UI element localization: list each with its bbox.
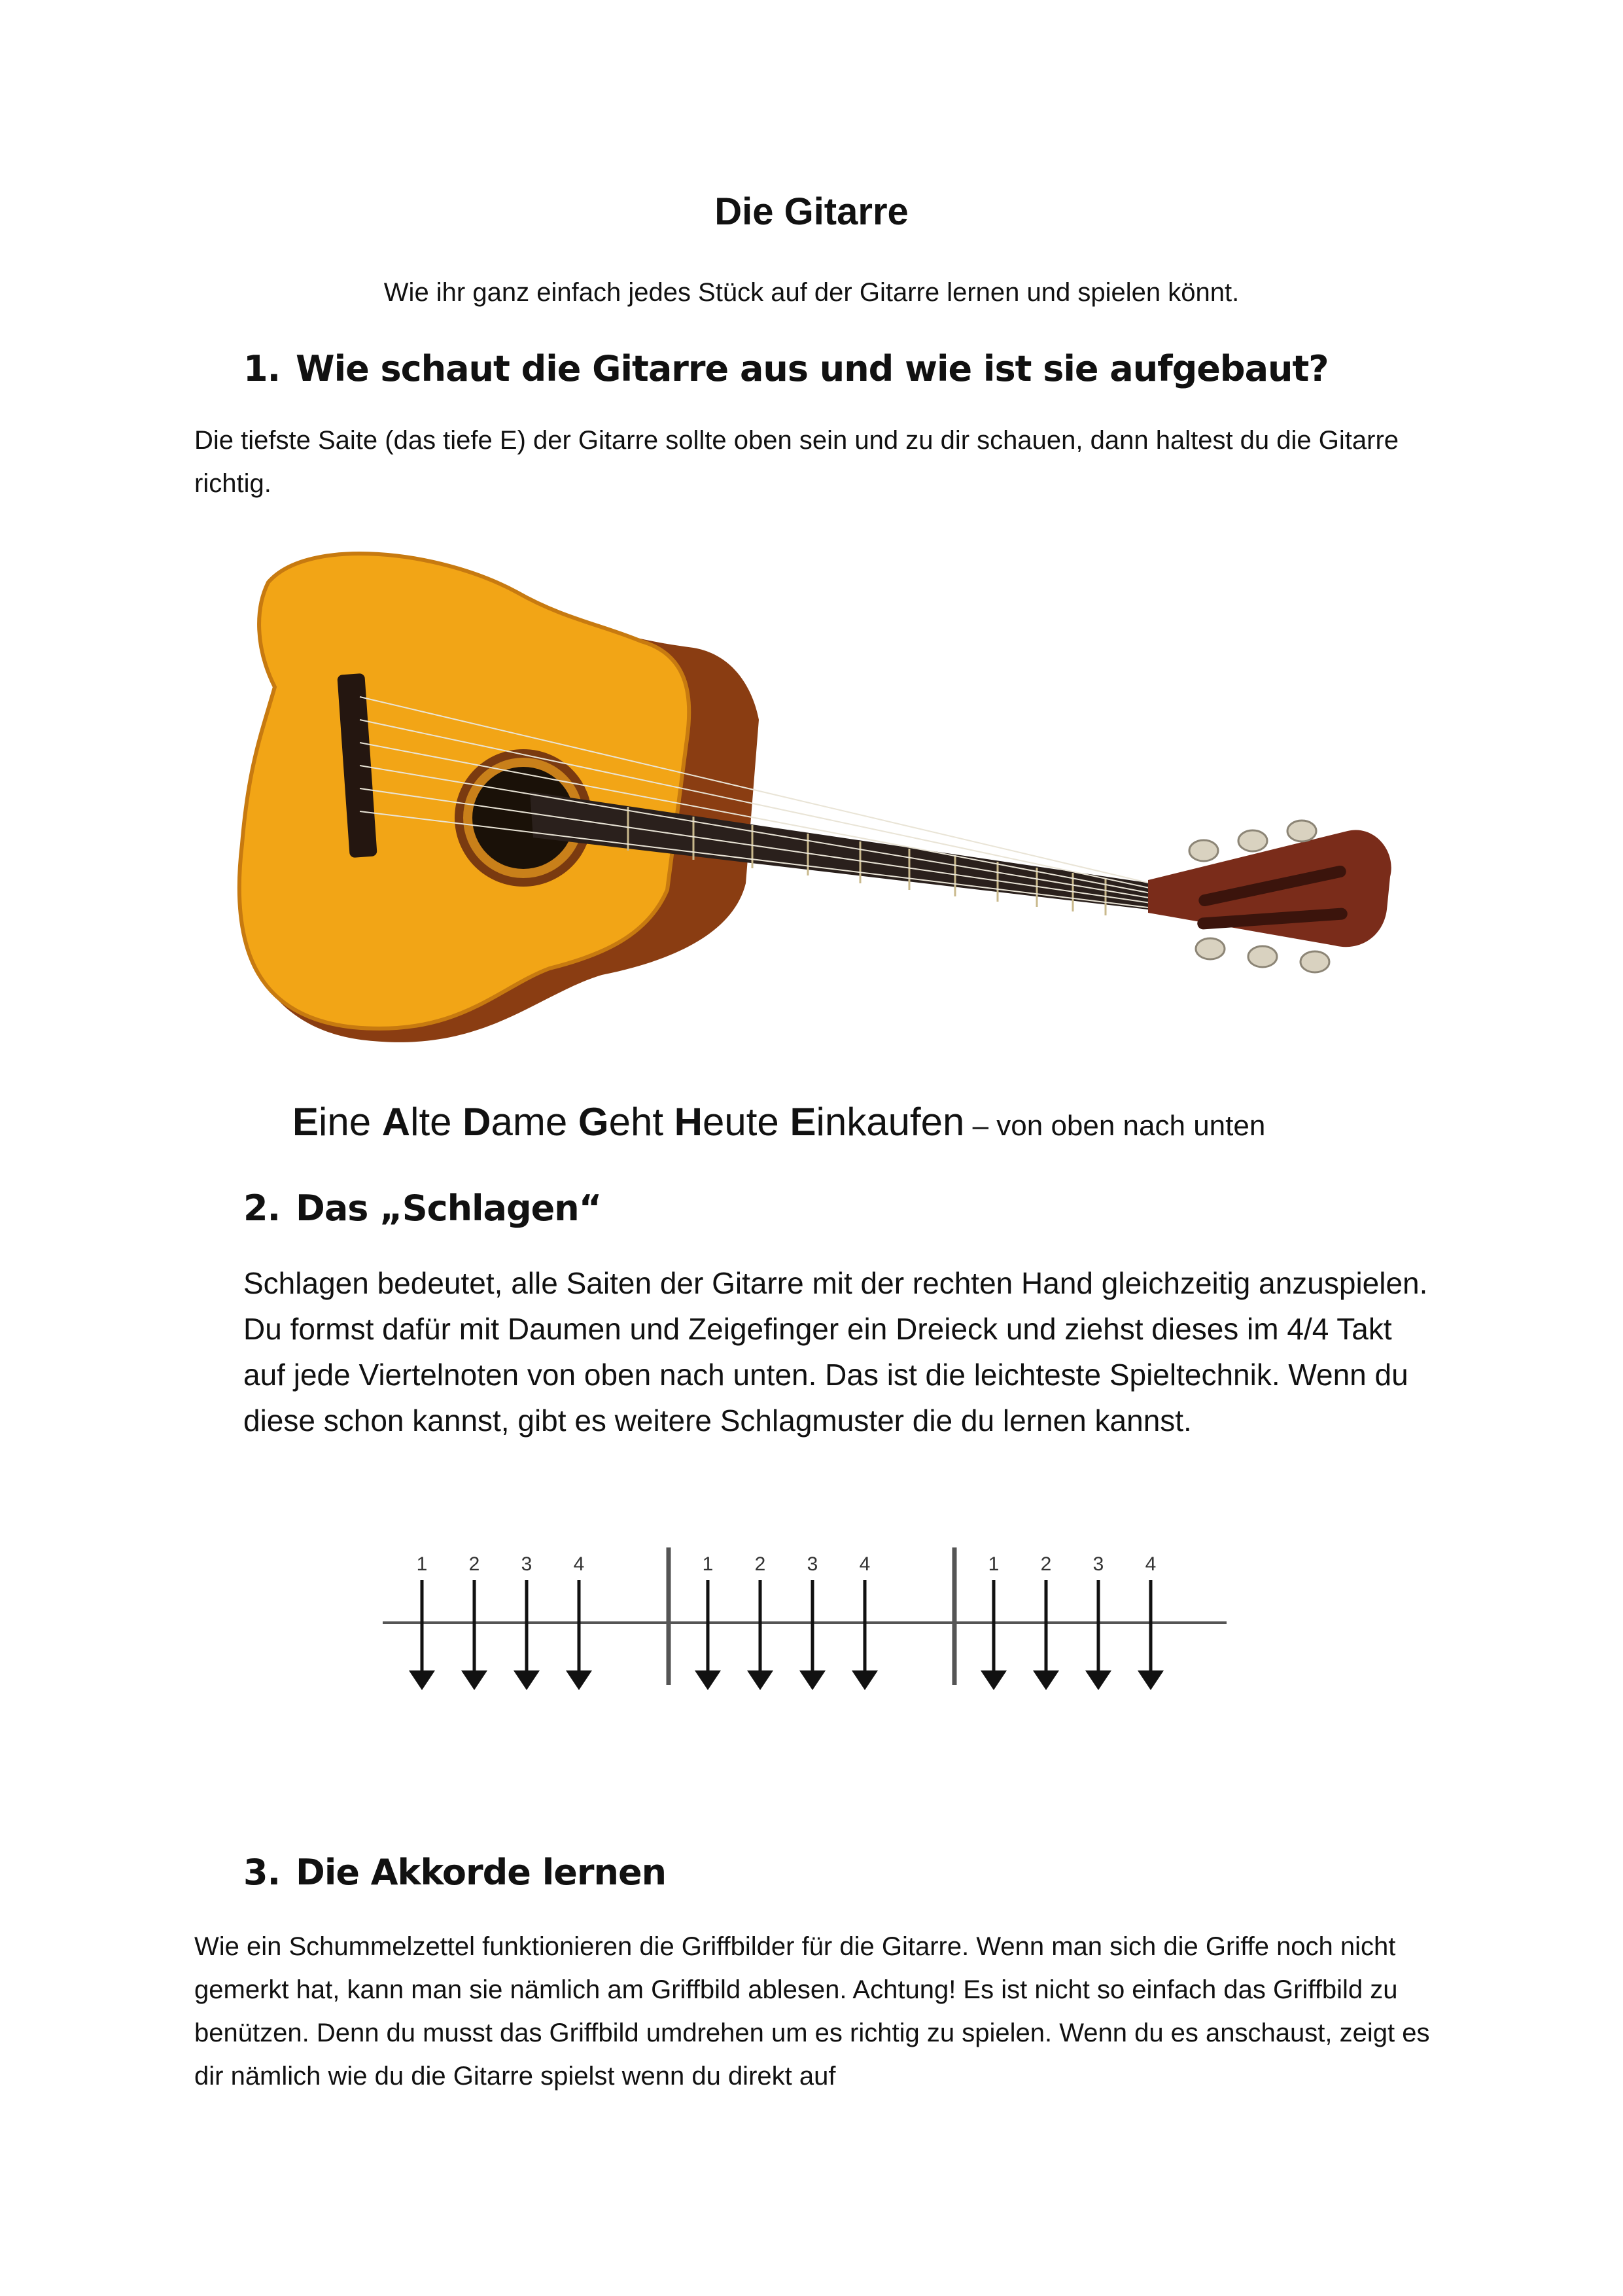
- guitar-image: [236, 543, 1406, 1060]
- mnemonic-initial: D: [462, 1100, 491, 1144]
- strum-arrow-head: [747, 1670, 773, 1690]
- strum-arrow-head: [852, 1670, 878, 1690]
- strum-arrow-head: [1033, 1670, 1059, 1690]
- string-mnemonic: [292, 1099, 1265, 1144]
- strum-arrow-head: [799, 1670, 826, 1690]
- section-title: Die Akkorde lernen: [296, 1852, 667, 1893]
- section-2-text: Schlagen bedeutet, alle Saiten der Gitarre mit der rechten Hand gleichzeitig anzuspielen. Du formst dafür mit Daumen und Zeigefinger ein Dreieck und ziehst dieses im 4/4 Takt auf jede Viertelnoten von oben nach unten. Das ist die leichteste Spieltechnik. Wenn du diese schon kannst, gibt es weitere Schlagmuster die du lernen kannst.: [243, 1266, 1428, 1438]
- page-title: Die Gitarre: [714, 190, 909, 233]
- section-title: Wie schaut die Gitarre aus und wie ist sie aufgebaut?: [296, 348, 1329, 389]
- mnemonic-suffix: – von oben nach unten: [964, 1110, 1266, 1142]
- strum-arrow-head: [1085, 1670, 1111, 1690]
- beat-label: 1: [988, 1553, 1000, 1575]
- beat-label: 2: [1040, 1553, 1052, 1575]
- mnemonic-initial: G: [578, 1100, 609, 1144]
- section-3-heading: [243, 1852, 666, 1893]
- strum-arrow-head: [514, 1670, 540, 1690]
- page-subtitle: Wie ihr ganz einfach jedes Stück auf der Gitarre lernen und spielen könnt.: [383, 278, 1240, 307]
- beat-label: 4: [573, 1553, 585, 1575]
- mnemonic-initial: H: [674, 1100, 703, 1144]
- beat-label: 3: [807, 1553, 818, 1575]
- beat-label: 3: [1092, 1553, 1104, 1575]
- strum-arrow-head: [1138, 1670, 1164, 1690]
- strum-arrow-head: [566, 1670, 592, 1690]
- mnemonic-word-rest: inkaufen: [816, 1100, 965, 1144]
- mnemonic-initial: E: [790, 1100, 816, 1144]
- section-1-heading: [243, 348, 1329, 389]
- beat-label: 1: [702, 1553, 714, 1575]
- section-title: Das „Schlagen“: [296, 1188, 602, 1229]
- section-3-text: Wie ein Schummelzettel funktionieren die Griffbilder für die Gitarre. Wenn man sich die Griffe noch nicht gemerkt hat, kann man sie nämlich am Griffbild ablesen. Achtung! Es ist nicht so einfach das Griffbild zu benützen. Denn du musst das Griffbild umdrehen um es richtig zu spielen. Wenn du es anschaust, zeigt es dir nämlich wie du die Gitarre spielst wenn du direkt auf: [194, 1932, 1430, 2091]
- mnemonic-word-rest: lte: [410, 1100, 452, 1144]
- mnemonic-word-rest: ame: [491, 1100, 568, 1144]
- strum-pattern-diagram: [379, 1541, 1236, 1698]
- mnemonic-word-rest: eht: [608, 1100, 663, 1144]
- mnemonic-word-rest: ine: [319, 1100, 372, 1144]
- mnemonic-initial: E: [292, 1100, 319, 1144]
- beat-label: 1: [416, 1553, 428, 1575]
- beat-label: 2: [468, 1553, 480, 1575]
- strum-arrow-head: [461, 1670, 487, 1690]
- beat-label: 4: [1145, 1553, 1157, 1575]
- section-number: 1.: [243, 348, 281, 389]
- section-number: 2.: [243, 1188, 281, 1229]
- beat-label: 3: [521, 1553, 532, 1575]
- section-number: 3.: [243, 1852, 281, 1893]
- beat-label: 4: [859, 1553, 871, 1575]
- beat-label: 2: [754, 1553, 766, 1575]
- mnemonic-initial: A: [381, 1100, 411, 1144]
- section-1-text: Die tiefste Saite (das tiefe E) der Gitarre sollte oben sein und zu dir schauen, dann haltest du die Gitarre richtig.: [194, 426, 1399, 498]
- section-2-heading: [243, 1188, 601, 1229]
- strum-arrow-head: [409, 1670, 435, 1690]
- mnemonic-word-rest: eute: [703, 1100, 779, 1144]
- strum-arrow-head: [695, 1670, 721, 1690]
- strum-arrow-head: [981, 1670, 1007, 1690]
